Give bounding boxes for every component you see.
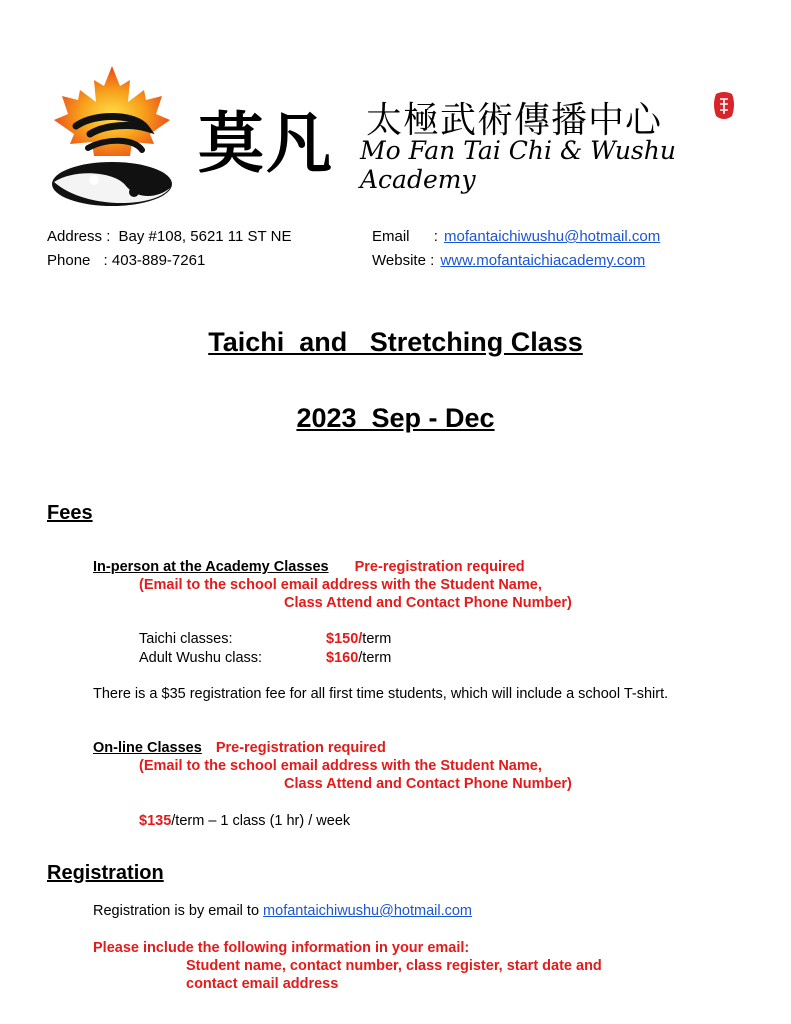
inperson-prereg: Pre-registration required <box>354 559 525 575</box>
registration-fee-note: There is a $35 registration fee for all first time students, which will include a school T-shirt. <box>93 686 669 702</box>
email-link[interactable]: mofantaichiwushu@hotmail.com <box>444 228 661 245</box>
page-title: Taichi and Stretching Class <box>208 327 583 357</box>
inperson-note-1: (Email to the school email address with the Student Name, <box>139 577 542 593</box>
email-line <box>372 228 660 245</box>
online-label: On-line Classes <box>93 740 202 756</box>
registration-instruction: Please include the following information in your email: <box>93 940 470 956</box>
registration-detail-1: Student name, contact number, class register, start date and <box>186 958 602 974</box>
online-price-line <box>139 813 350 829</box>
english-academy-name: Mo Fan Tai Chi & Wushu Academy <box>360 136 676 194</box>
website-label: Website : <box>372 252 435 269</box>
phone-value: : 403-889-7261 <box>103 252 206 269</box>
fee-price: $160 <box>326 650 359 666</box>
address-label: Address : <box>47 228 111 245</box>
registration-text: Registration is by email to <box>93 903 264 919</box>
fee-unit: /term <box>358 650 392 666</box>
address-line <box>47 228 291 245</box>
fee-name: Adult Wushu class: <box>139 650 263 666</box>
registration-text-line <box>93 903 472 919</box>
inperson-header-line <box>93 559 525 575</box>
fee-name: Taichi classes: <box>139 631 233 647</box>
maple-leaf-yinyang-logo-icon <box>46 64 178 210</box>
chinese-name-logo: 莫凡 <box>198 104 334 182</box>
email-label: Email <box>372 228 410 245</box>
fee-price: $150/ <box>326 631 363 647</box>
registration-detail-2: contact email address <box>186 976 339 992</box>
phone-label: Phone <box>47 252 91 269</box>
chinese-full-name: 太極武術傳播中心 <box>366 100 663 141</box>
red-seal-stamp-icon <box>712 90 736 122</box>
online-price-detail: /term – 1 class (1 hr) / week <box>171 813 351 829</box>
registration-email-link[interactable]: mofantaichiwushu@hotmail.com <box>263 903 472 919</box>
address-value: Bay #108, 5621 11 ST NE <box>118 228 292 245</box>
fee-unit: term <box>362 631 392 647</box>
fees-heading: Fees <box>47 502 93 524</box>
term-subtitle: 2023 Sep - Dec <box>296 403 495 433</box>
email-separator: : <box>433 228 438 245</box>
phone-line <box>47 252 205 269</box>
fee-row-taichi <box>139 631 232 647</box>
website-link[interactable]: www.mofantaichiacademy.com <box>440 252 646 269</box>
online-prereg: Pre-registration required <box>215 740 386 756</box>
online-price: $135 <box>139 813 172 829</box>
fee-price-wushu <box>326 650 391 666</box>
fee-row-wushu <box>139 650 262 666</box>
online-header-line <box>93 740 386 756</box>
website-line <box>372 252 645 269</box>
registration-heading: Registration <box>47 862 164 884</box>
fee-price-taichi <box>326 631 391 647</box>
online-note-2: Class Attend and Contact Phone Number) <box>284 776 572 792</box>
online-note-1: (Email to the school email address with the Student Name, <box>139 758 542 774</box>
inperson-label: In-person at the Academy Classes <box>93 559 329 575</box>
inperson-note-2: Class Attend and Contact Phone Number) <box>284 595 572 611</box>
